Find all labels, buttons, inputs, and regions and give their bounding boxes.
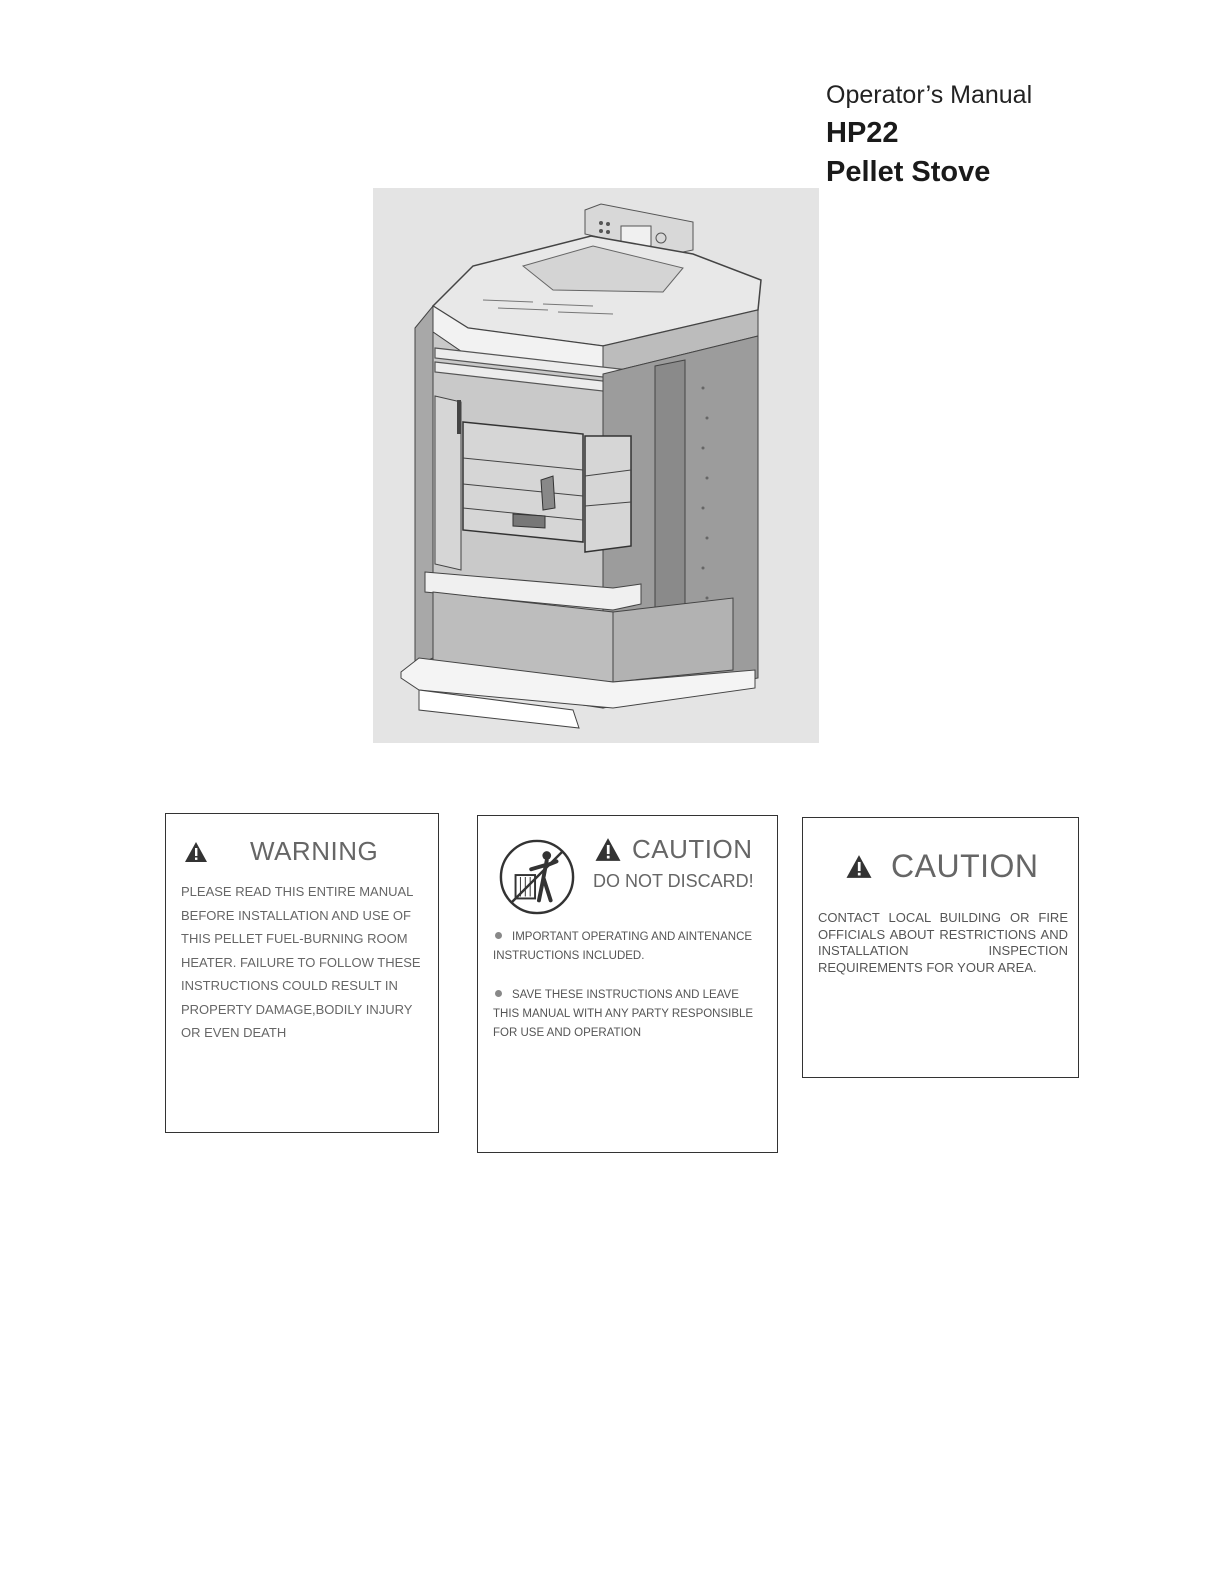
product-name: Pellet Stove [826, 156, 991, 188]
caution-1-bullet [493, 986, 768, 1043]
model-number: HP22 [826, 117, 899, 149]
manual-header [826, 76, 1032, 192]
warning-text: PLEASE READ THIS ENTIRE MANUAL BEFORE INSTALLATION AND USE OF THIS PELLET FUEL-BURNING ROOM HEATER. FAILURE TO FOLLOW THESE INSTRUCTIONS COULD RESULT IN PROPERTY DAMAGE,BODILY INJURY OR EVEN DEATH [181, 884, 421, 1040]
bullet-dot-icon [495, 990, 502, 997]
caution-notice-local-officials [802, 817, 1079, 1078]
caution-1-bullet-text: IMPORTANT OPERATING AND AINTENANCE INSTRUCTIONS INCLUDED. [493, 931, 753, 962]
warning-title: WARNING [250, 836, 379, 866]
warning-title-row [184, 836, 378, 867]
caution-2-title-row [845, 848, 1039, 885]
manual-subtitle: Operator’s Manual [826, 81, 1033, 109]
caution-triangle-icon [845, 854, 873, 879]
caution-1-bullet [493, 928, 768, 966]
bullet-dot-icon [495, 932, 502, 939]
caution-1-title: CAUTION [632, 834, 753, 864]
caution-1-bullet-text: SAVE THESE INSTRUCTIONS AND LEAVE THIS MANUAL WITH ANY PARTY RESPONSIBLE FOR USE AND OPERATION [493, 989, 754, 1039]
pellet-stove-illustration [373, 188, 819, 743]
warning-triangle-icon [184, 841, 208, 863]
caution-triangle-icon [594, 837, 622, 862]
no-littering-icon [498, 838, 576, 916]
caution-2-text: CONTACT LOCAL BUILDING OR FIRE OFFICIALS ABOUT RESTRICTIONS AND INSTALLATION INSPECTION REQUIREMENTS FOR YOUR AREA. [818, 910, 1068, 975]
warning-notice [165, 813, 439, 1133]
caution-notice-do-not-discard [477, 815, 778, 1153]
caution-1-title-row [594, 834, 753, 865]
do-not-discard-label: DO NOT DISCARD! [593, 871, 754, 891]
caution-2-title: CAUTION [891, 848, 1039, 884]
